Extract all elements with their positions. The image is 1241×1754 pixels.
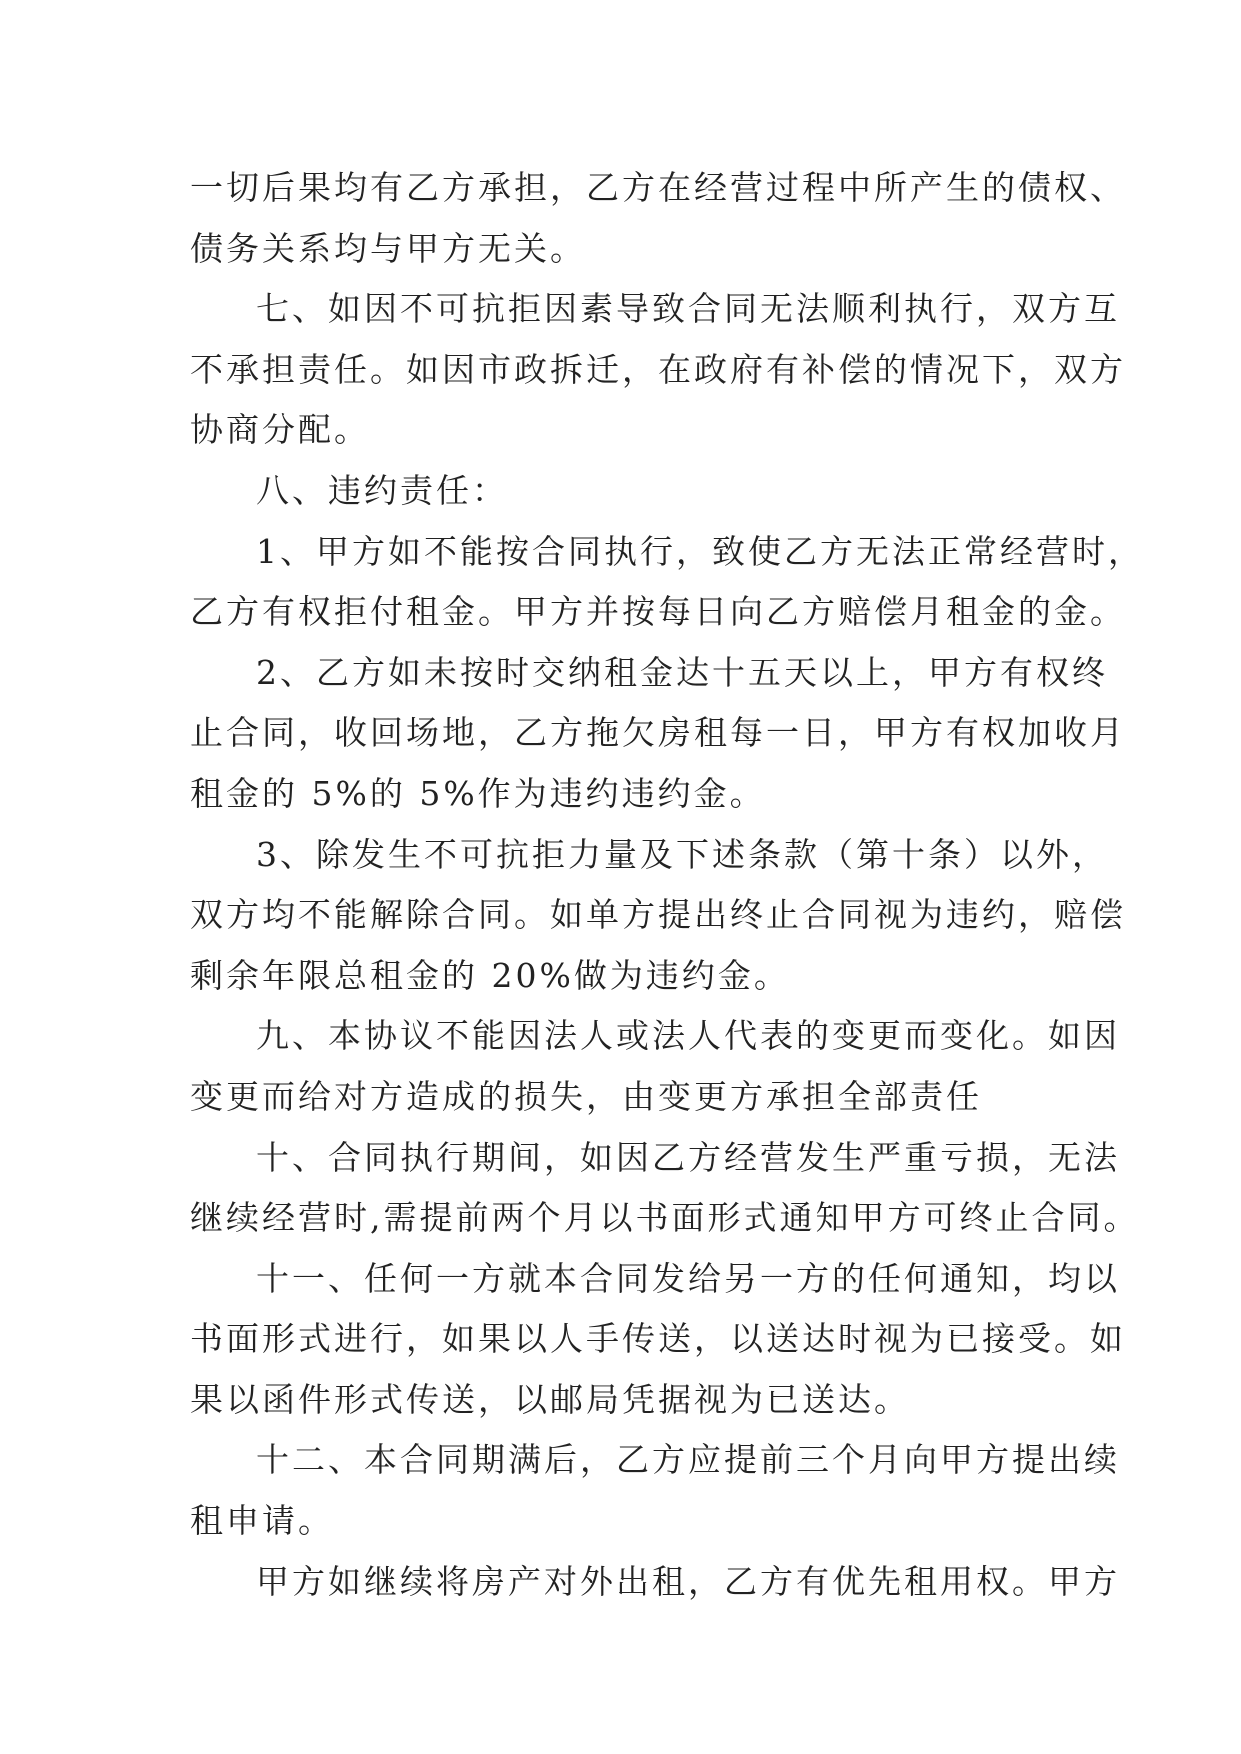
text-line: 不承担责任。如因市政拆迁，在政府有补偿的情况下，双方 — [190, 349, 1126, 389]
text-line: 3、除发生不可抗拒力量及下述条款（第十条）以外， — [256, 834, 1108, 874]
text-line: 双方均不能解除合同。如单方提出终止合同视为违约，赔偿 — [190, 895, 1126, 935]
text-line: 债务关系均与甲方无关。 — [190, 228, 586, 268]
text-line: 协商分配。 — [190, 410, 370, 450]
text-line: 1、甲方如不能按合同执行，致使乙方无法正常经营时， — [256, 531, 1144, 571]
text-line: 八、违约责任： — [256, 470, 508, 510]
text-line: 剩余年限总租金的 20%做为违约金。 — [190, 955, 790, 995]
text-line: 2、乙方如未按时交纳租金达十五天以上，甲方有权终 — [256, 652, 1108, 692]
text-line: 继续经营时,需提前两个月以书面形式通知甲方可终止合同。 — [190, 1198, 1140, 1238]
text-line: 果以函件形式传送，以邮局凭据视为已送达。 — [190, 1379, 910, 1419]
document-body — [190, 158, 1144, 1612]
text-line: 乙方有权拒付租金。甲方并按每日向乙方赔偿月租金的金。 — [190, 592, 1126, 632]
text-line: 租金的 5%的 5%作为违约违约金。 — [190, 773, 766, 813]
text-line: 甲方如继续将房产对外出租，乙方有优先租用权。甲方 — [256, 1561, 1120, 1601]
text-line: 止合同，收回场地，乙方拖欠房租每一日，甲方有权加收月 — [190, 713, 1126, 753]
text-line: 租申请。 — [190, 1501, 334, 1541]
text-line: 十一、任何一方就本合同发给另一方的任何通知，均以 — [256, 1258, 1120, 1298]
text-line: 书面形式进行，如果以人手传送，以送达时视为已接受。如 — [190, 1319, 1126, 1359]
text-line: 十二、本合同期满后，乙方应提前三个月向甲方提出续 — [256, 1440, 1120, 1480]
text-line: 变更而给对方造成的损失，由变更方承担全部责任 — [190, 1076, 982, 1116]
text-line: 九、本协议不能因法人或法人代表的变更而变化。如因 — [256, 1016, 1120, 1056]
text-line: 十、合同执行期间，如因乙方经营发生严重亏损，无法 — [256, 1137, 1120, 1177]
text-line: 七、如因不可抗拒因素导致合同无法顺利执行，双方互 — [256, 289, 1120, 329]
text-line: 一切后果均有乙方承担，乙方在经营过程中所产生的债权、 — [190, 168, 1126, 207]
